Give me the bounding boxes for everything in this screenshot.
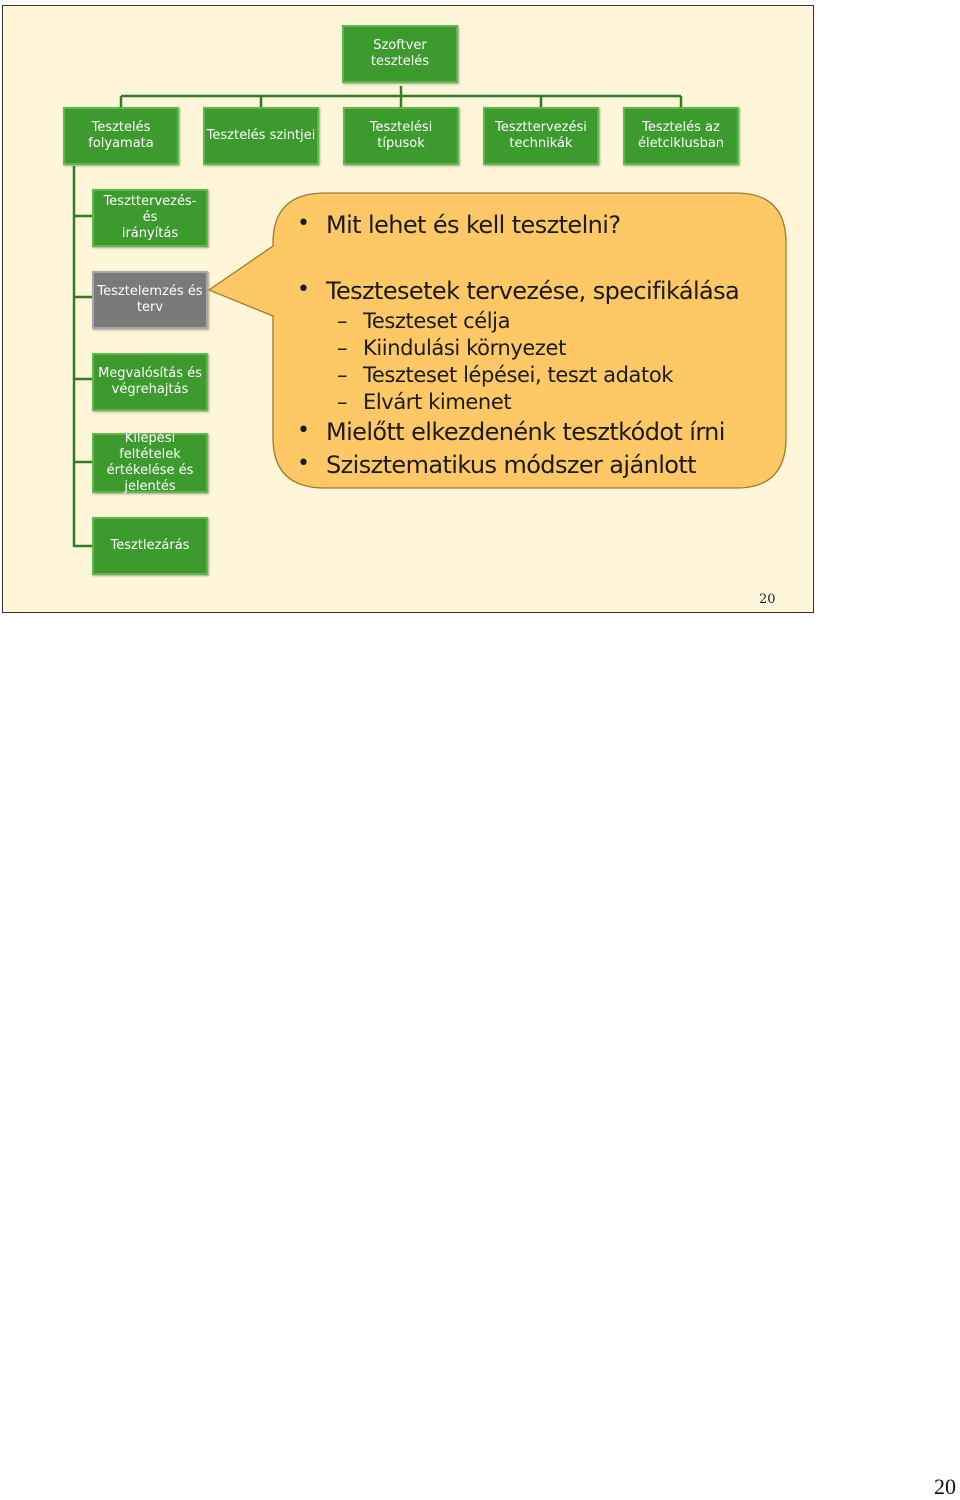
sub-node-exit-criteria-reporting: Kilépési feltételek értékelése és jelentés [92,433,208,493]
bullet-dot-icon: • [297,451,310,476]
branch-node-design-techniques: Teszttervezési technikák [483,107,599,165]
bullet-dot-icon: • [297,277,310,302]
slide: Szoftver tesztelés Tesztelés folyamata Tesztelés szintjei Tesztelési típusok Teszttervezési technikák Tesztelés az életciklusban Teszttervezés- és irányítás Tesztelemzés és terv Megvalósítás és végrehajtás Kilépési feltételek értékelése és jelentés Tesztlezárás • Mit lehet és kell tesztelni? • Tesztesetek tervezése, specifikálása – Teszteset célja – Kiindulási környezet – Teszteset lépései, teszt adatok – Elvárt kimenet • Mielőtt elkezdenénk tesztkódot írni • Szisztematikus módszer ajánlott 20 [2,5,814,613]
branch-node-levels: Tesztelés szintjei [203,107,319,165]
page-number: 20 [934,1474,956,1499]
sub-node-planning-control: Teszttervezés- és irányítás [92,189,208,247]
sub-node-analysis-design-selected: Tesztelemzés és terv [92,271,208,329]
dash-icon: – [337,309,348,333]
dash-icon: – [337,336,348,360]
dash-icon: – [337,390,348,414]
dash-icon: – [337,363,348,387]
diagram-root-node: Szoftver tesztelés [342,25,458,83]
branch-node-lifecycle: Tesztelés az életciklusban [623,107,739,165]
bullet-dot-icon: • [297,418,310,443]
branch-node-types: Tesztelési típusok [343,107,459,165]
slide-number: 20 [759,592,776,607]
bullet-dot-icon: • [297,211,310,236]
branch-node-process: Tesztelés folyamata [63,107,179,165]
sub-node-implementation-execution: Megvalósítás és végrehajtás [92,353,208,411]
sub-node-closure: Tesztlezárás [92,517,208,575]
